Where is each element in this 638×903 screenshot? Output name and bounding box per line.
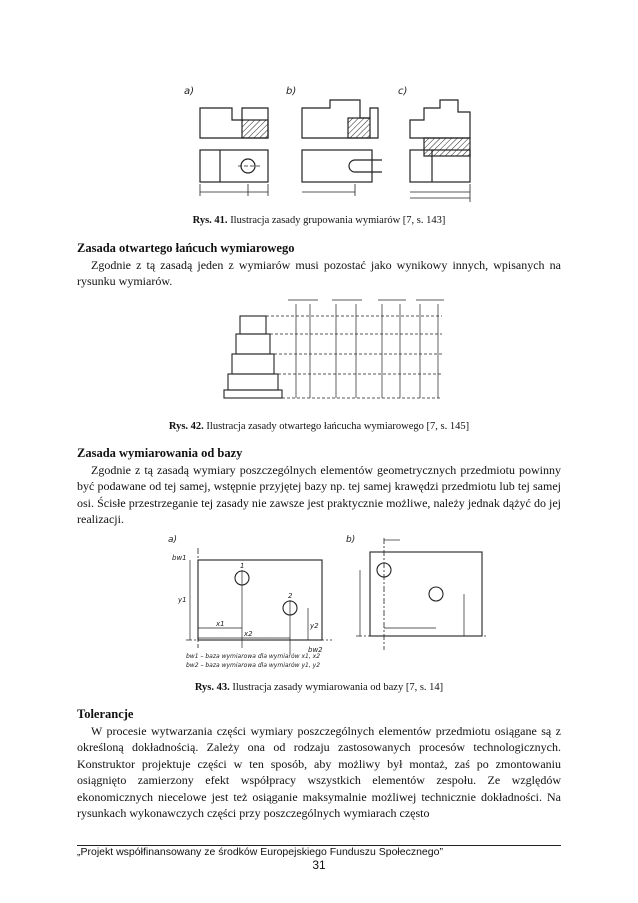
fig41-part-b	[302, 100, 382, 196]
section-body-tolerances: W procesie wytwarzania części wymiary poszczególnych elementów przedmiotu osiągane są z określoną dokładnością. Zależy ona od rodzaju zastosowanych procesów technologicznych. Konstruktor projektuje części w ten sposób, aby możliwy był montaż, zaś po zmontowaniu osiągnięto zamierzony efekt współpracy wszystkich elementów zespołu. Ze względów ekonomicznych niecelowe jest też osiąganie maksymalnie możliwej technicznie dokładności. Na rysunkach wykonawczych części przy poszczególnych wymiarach często	[77, 724, 561, 821]
fig43-legend-2: bw2 – baza wymiarowa dla wymiarów y1, y2	[186, 662, 321, 669]
figure-42-caption	[0, 421, 638, 432]
fig43-label-a: a)	[168, 535, 178, 545]
figure-41-caption-num: Rys. 41.	[192, 215, 228, 226]
fig43-label-x2: x2	[244, 630, 253, 638]
figure-42-caption-text: Ilustracja zasady otwartego łańcucha wymiarowego [7, s. 145]	[206, 421, 470, 432]
fig41-label-a: a)	[184, 86, 195, 97]
fig41-part-c	[410, 100, 470, 202]
fig43-label-bw2: bw2	[308, 646, 323, 654]
figure-42-caption-num: Rys. 42.	[168, 421, 204, 432]
figure-43-caption-num: Rys. 43.	[194, 682, 230, 693]
section-heading-base-dimensioning: Zasada wymiarowania od bazy	[77, 446, 243, 460]
section-body-base-dimensioning: Zgodnie z tą zasadą wymiary poszczególnych elementów geometrycznych przedmiotu powinny być podawane od tej samej, wstępnie przyjętej bazy np. tej samej krawędzi przedmiotu lub tej samej osi. Ścisłe przestrzeganie tej zasady nie zawsze jest praktycznie możliwe, należy jednak dążyć do jej realizacji.	[77, 463, 561, 527]
footer-funding-note: „Projekt współfinansowany ze środków Europejskiego Funduszu Społecznego”	[77, 846, 443, 858]
page-number: 31	[312, 858, 326, 872]
fig43-label-2: 2	[288, 592, 293, 600]
fig43-legend-1: bw1 – baza wymiarowa dla wymiarów x1, x2	[186, 653, 321, 660]
section-heading-tolerances: Tolerancje	[77, 707, 134, 721]
fig43-label-y2: y2	[310, 622, 319, 630]
figure-41-caption-text: Ilustracja zasady grupowania wymiarów [7, s. 143]	[230, 215, 446, 226]
figure-42	[222, 294, 454, 414]
section-heading-open-chain: Zasada otwartego łańcuch wymiarowego	[77, 241, 295, 255]
figure-41-caption	[0, 215, 638, 226]
fig43-left-drawing	[186, 548, 332, 654]
fig43-right-drawing	[356, 538, 486, 650]
figure-43-caption-text: Ilustracja zasady wymiarowania od bazy [7, s. 14]	[232, 682, 444, 693]
figure-43-caption	[0, 682, 638, 693]
fig42-stepped-shaft	[224, 316, 282, 398]
fig42-dimension-lines	[266, 300, 444, 398]
fig43-label-x1: x1	[216, 620, 225, 628]
fig43-label-1: 1	[240, 562, 245, 570]
fig43-legend	[186, 653, 320, 669]
fig41-label-c: c)	[398, 86, 408, 97]
figure-43	[160, 530, 490, 670]
fig43-label-b: b)	[346, 535, 356, 545]
fig41-label-b: b)	[286, 86, 297, 97]
fig43-label-bw1: bw1	[172, 554, 187, 562]
fig41-part-a	[200, 108, 268, 196]
section-body-open-chain: Zgodnie z tą zasadą jeden z wymiarów musi pozostać jako wynikowy innych, wpisanych na rysunku wymiarów.	[77, 258, 561, 289]
fig43-label-y1: y1	[178, 596, 187, 604]
figure-41	[170, 80, 490, 210]
